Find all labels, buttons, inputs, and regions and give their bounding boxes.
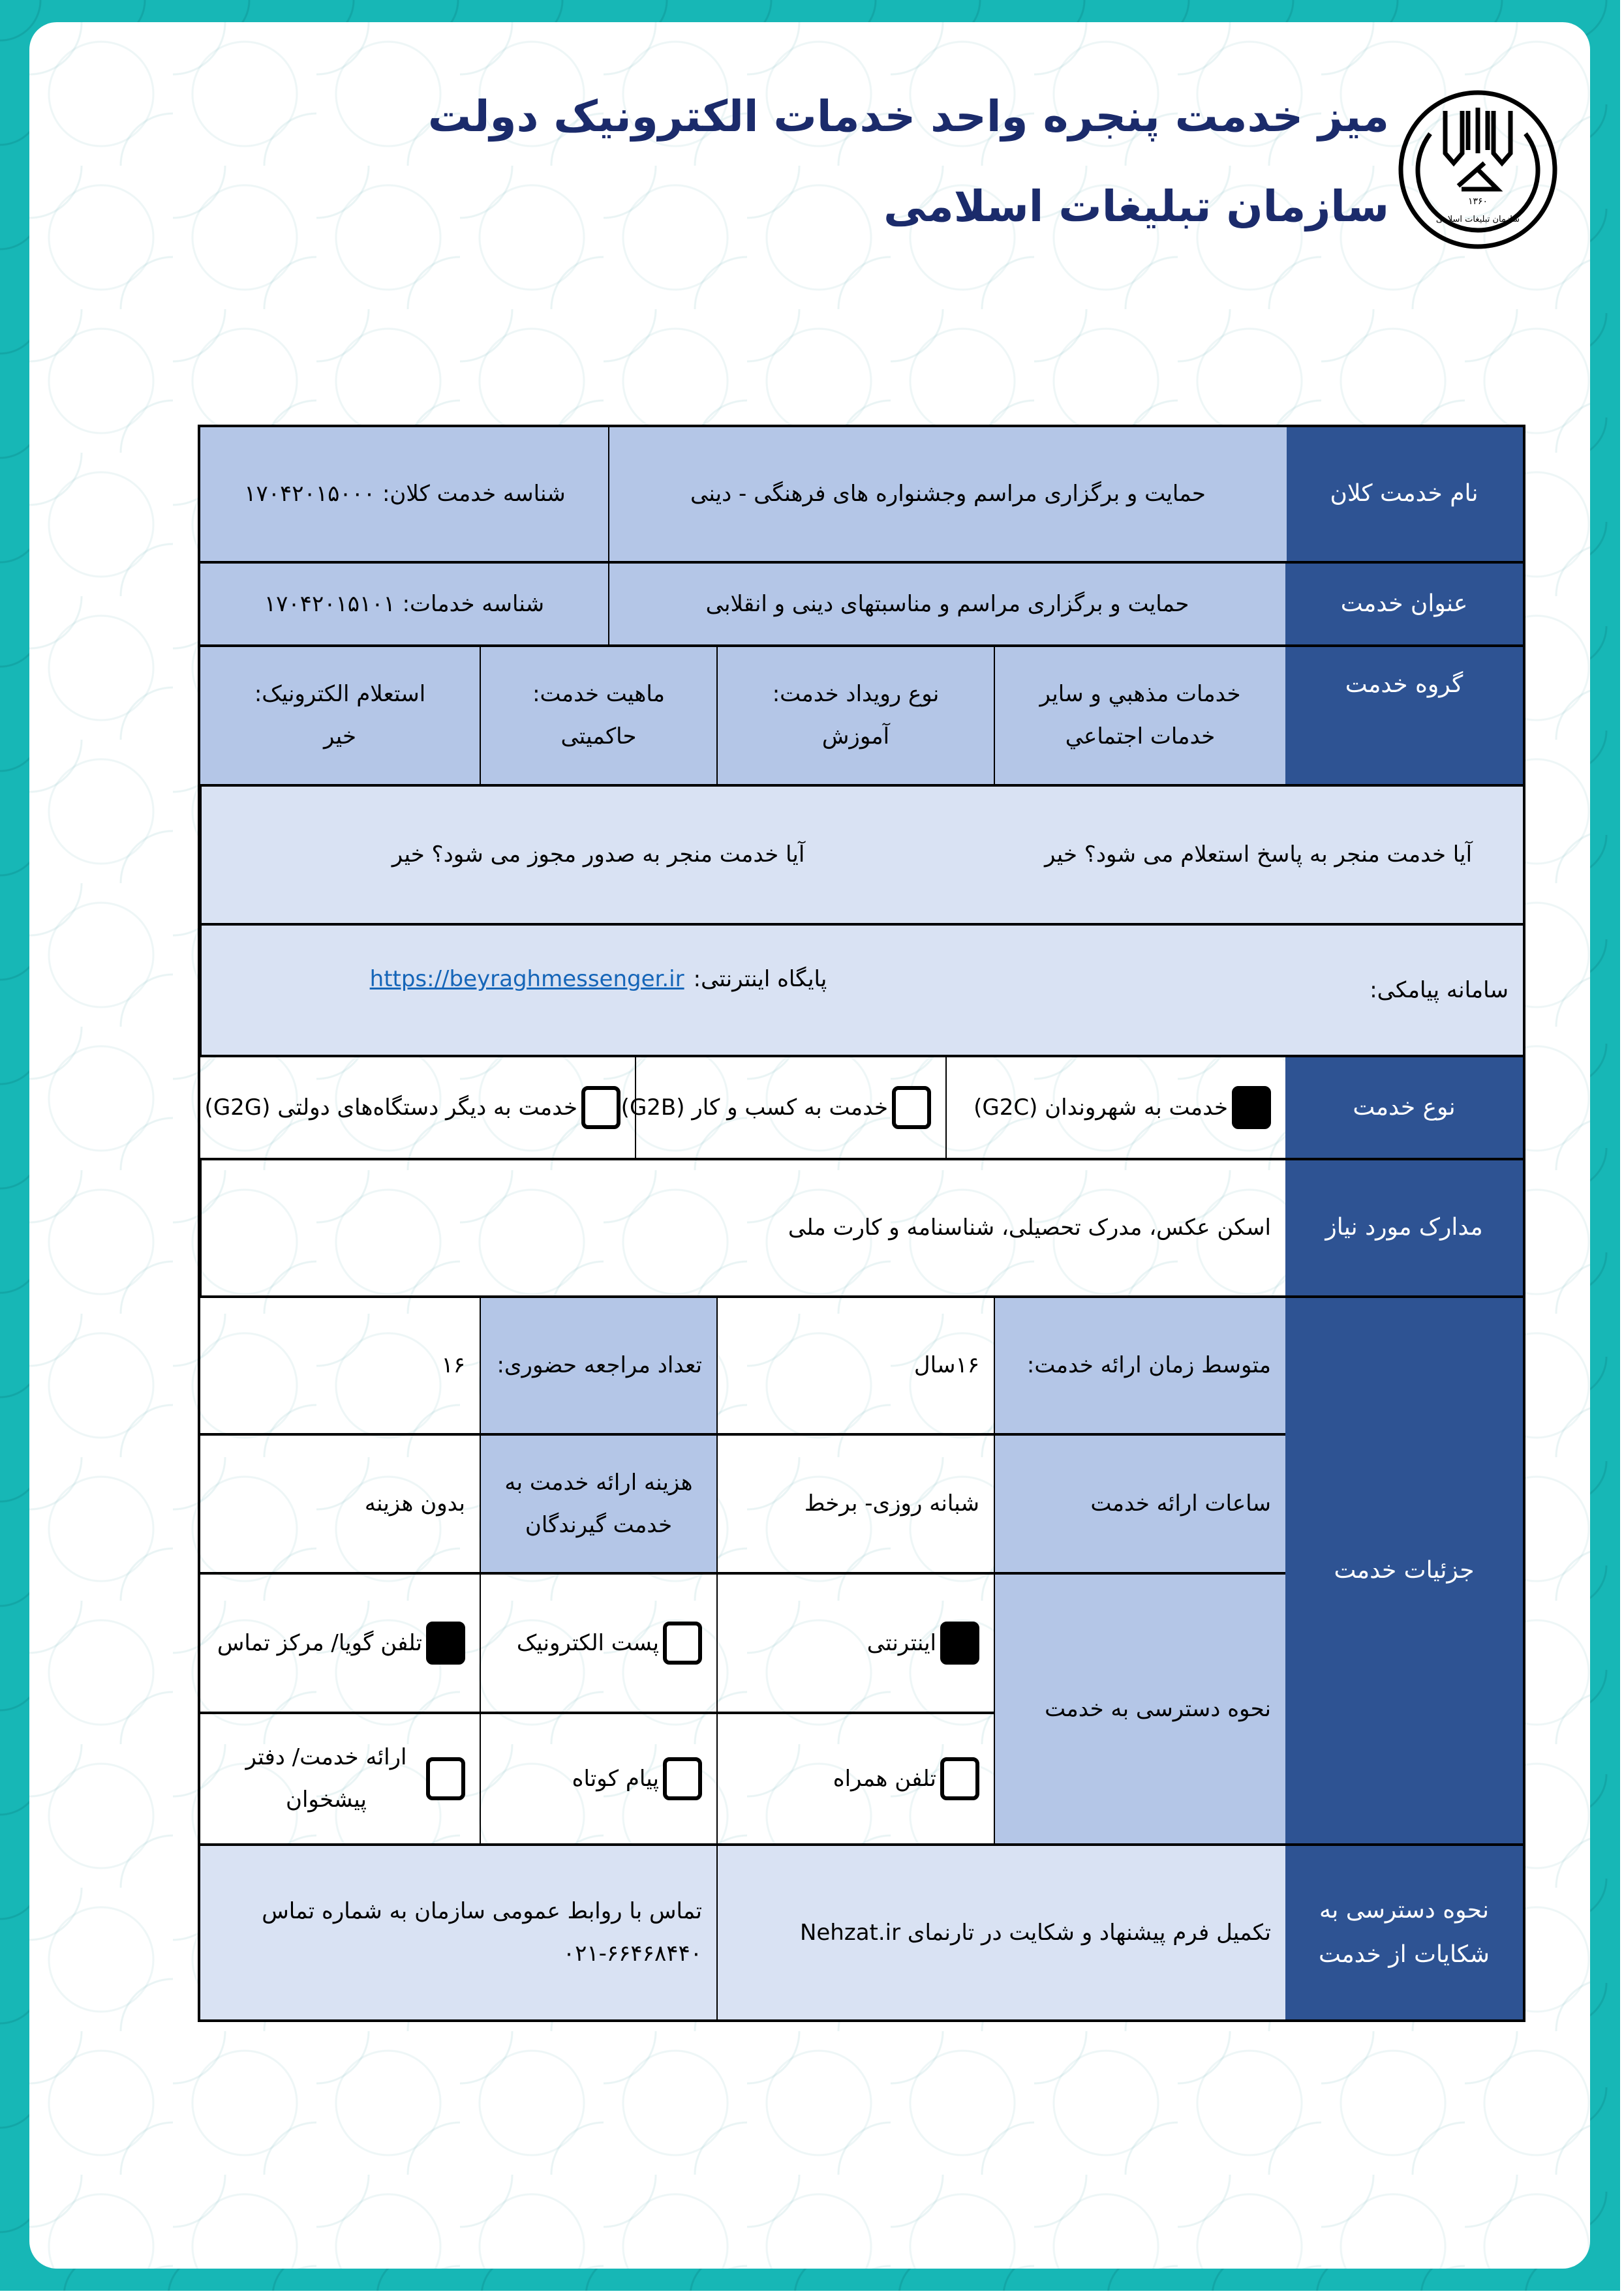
service-cost-value: بدون هزینه xyxy=(200,1433,480,1572)
service-hours-value: شبانه روزی- برخط xyxy=(716,1433,994,1572)
access-internet[interactable]: اینترنتی xyxy=(716,1572,994,1712)
label-service-details: جزئیات خدمت xyxy=(1285,1295,1523,1843)
checkbox-call-center-checked-icon[interactable] xyxy=(426,1622,465,1665)
complaint-contact xyxy=(200,1843,716,2019)
main-service-id: شناسه خدمت کلان: ۱۷۰۴۲۰۱۵۰۰۰ xyxy=(200,427,609,561)
event-type-value: آموزش xyxy=(821,723,890,749)
service-title-value: حمایت و برگزاری مراسم و مناسبتهای دینی و انقلابی xyxy=(609,561,1285,644)
organization-logo-icon xyxy=(1396,88,1559,251)
avg-time-label: متوسط زمان ارائه خدمت: xyxy=(994,1295,1285,1433)
checkbox-g2b-icon[interactable] xyxy=(892,1086,931,1129)
checkbox-service-office-icon[interactable] xyxy=(426,1757,465,1800)
checkbox-internet-checked-icon[interactable] xyxy=(940,1622,979,1665)
label-service-type: نوع خدمت xyxy=(1285,1055,1523,1158)
checkbox-g2g-icon[interactable] xyxy=(581,1086,620,1129)
service-id: شناسه خدمات: ۱۷۰۴۲۰۱۵۱۰۱ xyxy=(200,561,608,644)
checkbox-mobile-icon[interactable] xyxy=(940,1757,979,1800)
service-cost-label: هزینه ارائه خدمت به خدمت گیرندگان xyxy=(480,1433,716,1572)
access-email[interactable]: پست الکترونیک xyxy=(480,1572,716,1712)
avg-time-value: ۱۶سال xyxy=(716,1295,994,1433)
checkbox-email-icon[interactable] xyxy=(663,1622,702,1665)
page-title: میز خدمت پنجره واحد خدمات الکترونیک دولت xyxy=(427,91,1389,142)
checkbox-g2c-checked-icon[interactable] xyxy=(1232,1086,1271,1129)
label-service-group: گروه خدمت xyxy=(1285,644,1523,784)
checkbox-sms-icon[interactable] xyxy=(663,1757,702,1800)
organization-name: سازمان تبلیغات اسلامی xyxy=(883,181,1389,232)
website-label: پایگاه اینترنتی: xyxy=(693,966,827,992)
complaint-contact-text: تماس با روابط عمومی سازمان به شماره تماس xyxy=(262,1898,702,1925)
electronic-inquiry-value: خیر xyxy=(323,723,357,749)
electronic-inquiry xyxy=(200,644,480,784)
access-service-office[interactable]: ارائه خدمت/ دفتر پیشخوان xyxy=(200,1712,480,1843)
event-type-label: نوع رویداد خدمت: xyxy=(772,681,940,708)
label-service-title: عنوان خدمت xyxy=(1285,561,1523,644)
label-complaints-access: نحوه دسترسی به شکایات از خدمت xyxy=(1285,1843,1523,2019)
required-documents-value: اسکن عکس، مدرک تحصیلی، شناسنامه و کارت ملی xyxy=(200,1158,1285,1295)
access-mobile[interactable]: تلفن همراه xyxy=(716,1712,994,1843)
main-service-name: حمایت و برگزاری مراسم وجشنواره های فرهنگی - دینی xyxy=(608,427,1287,561)
access-sms[interactable]: پیام کوتاه xyxy=(480,1712,716,1843)
in-person-visits-label: تعداد مراجعه حضوری: xyxy=(480,1295,716,1433)
access-method-label: نحوه دسترسی به خدمت xyxy=(994,1572,1285,1843)
electronic-inquiry-label: استعلام الکترونیک: xyxy=(254,681,426,708)
access-call-center[interactable]: تلفن گویا/ مرکز تماس xyxy=(200,1572,480,1712)
service-type-g2b[interactable]: خدمت به کسب و کار (G2B) xyxy=(635,1055,945,1158)
label-main-service: نام خدمت کلان xyxy=(1285,427,1523,561)
service-type-g2g[interactable]: خدمت به دیگر دستگاه‌های دولتی (G2G) xyxy=(200,1055,635,1158)
service-nature xyxy=(480,644,716,784)
sms-system: سامانه پیامکی: xyxy=(994,923,1523,1055)
label-required-documents: مدارک مورد نیاز xyxy=(1285,1158,1523,1295)
license-issue-question: آیا خدمت منجر به صدور مجوز می شود؟ خیر xyxy=(200,784,995,923)
service-table xyxy=(198,425,1525,2022)
service-group-value: خدمات مذهبي و ساير خدمات اجتماعي xyxy=(994,644,1285,784)
website-link[interactable]: https://beyraghmessenger.ir xyxy=(369,966,684,992)
in-person-visits-value: ۱۶ xyxy=(200,1295,480,1433)
event-type xyxy=(716,644,994,784)
svg-text:سازمان تبلیغات اسلامی: سازمان تبلیغات اسلامی xyxy=(1435,215,1520,224)
service-type-g2c[interactable]: خدمت به شهروندان (G2C) xyxy=(945,1055,1285,1158)
complaint-form-text: تکمیل فرم پیشنهاد و شکایت در تارنمای Nehzat.ir xyxy=(716,1843,1285,2019)
service-nature-value: حاکمیتی xyxy=(560,723,637,749)
svg-text:۱۳۶۰: ۱۳۶۰ xyxy=(1467,196,1488,207)
service-hours-label: ساعات ارائه خدمت xyxy=(994,1433,1285,1572)
service-nature-label: ماهیت خدمت: xyxy=(532,681,665,708)
inquiry-answer-question: آیا خدمت منجر به پاسخ استعلام می شود؟ خیر xyxy=(994,784,1523,923)
complaint-contact-phone: ۰۲۱-۶۶۴۶۸۴۴۰ xyxy=(562,1941,702,1967)
website xyxy=(200,923,995,1055)
